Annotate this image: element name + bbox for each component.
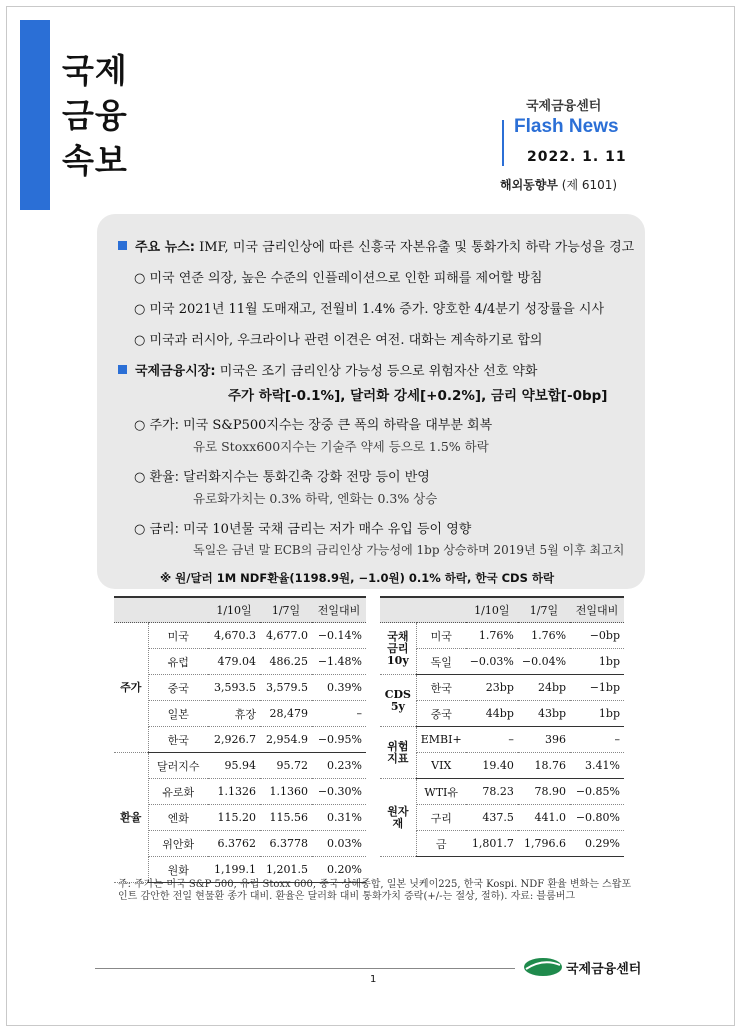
header-dept [500,176,617,193]
stock-text: 미국 S&P500지수는 장중 큰 폭의 하락을 대부분 회복 [183,418,493,433]
table-cell: 1bp [570,701,624,727]
column-header: 1/10일 [466,598,518,623]
fx-sub: 유로화가치는 0.3% 하락, 엔화는 0.3% 상승 [193,491,438,506]
table-cell: 1.1326 [208,779,260,805]
header-blank [416,598,465,623]
kcif-logo-icon [522,956,564,978]
table-cell: −1.48% [312,649,366,675]
table-cell: 1bp [570,649,624,675]
table-cell: 1.76% [518,623,570,649]
row-label: 위안화 [148,831,208,857]
news-heading [118,236,634,255]
table-row [380,831,624,857]
header-flash-news: Flash News [514,116,619,137]
page-number: 1 [370,974,377,985]
news-item-text: 미국과 러시아, 우크라이나 관련 이견은 여전. 대화는 계속하기로 합의 [149,333,543,348]
row-label: 일본 [148,701,208,727]
row-label: 미국 [148,623,208,649]
rate-text: 미국 10년물 국채 금리는 저가 매수 유입 등이 영향 [183,522,472,537]
news-item [134,298,604,317]
header-blank [114,598,148,623]
table-row [114,779,366,805]
table-cell: 3.41% [570,753,624,779]
title-line-2: 금융 [62,96,128,135]
table-cell: −0.80% [570,805,624,831]
row-label: 중국 [148,675,208,701]
row-label: 엔화 [148,805,208,831]
news-item [134,329,542,348]
table-cell: −0.04% [518,649,570,675]
table-row [114,727,366,753]
left-market-table [114,598,366,883]
table-cell: 18.76 [518,753,570,779]
table-cell: – [570,727,624,753]
table-row [380,701,624,727]
row-label: 미국 [416,623,465,649]
table-footnote: 주: 주가는 미국 S&P 500, 유럽 Stoxx 600, 중국 상해종합, 일본 닛케이225, 한국 Kospi. NDF 환율 변화는 스왑포인트 감안한 전일 현물환 종가 대비. 환율은 달러화 대비 통화가치 증락(+/-는 절상, 절하). 자료: 블룸버그 [118,879,632,902]
column-header: 전일대비 [570,598,624,623]
table-cell: 3,579.5 [260,675,312,701]
table-row [380,753,624,779]
table-cell: 19.40 [466,753,518,779]
row-group-label: 환율 [114,753,148,883]
title-line-1: 국제 [62,51,128,90]
table-row [380,779,624,805]
table-cell: 44bp [466,701,518,727]
table-cell: 2,954.9 [260,727,312,753]
table-row [114,623,366,649]
rate-label: 금리: [149,522,179,537]
table-header-row [380,598,624,623]
header-org: 국제금융센터 [526,99,602,114]
circle-bullet-icon: ○ [134,522,146,537]
table-row [380,805,624,831]
table-cell: 1,801.7 [466,831,518,857]
table-cell: 95.94 [208,753,260,779]
table-cell: 0.29% [570,831,624,857]
header-blank [148,598,208,623]
table-row [114,701,366,727]
table-cell: 1,796.6 [518,831,570,857]
row-label: 한국 [148,727,208,753]
table-cell: 0.39% [312,675,366,701]
table-cell: 휴장 [208,701,260,727]
table-cell: −0.03% [466,649,518,675]
square-bullet-icon [118,365,127,374]
circle-bullet-icon: ○ [134,333,146,348]
header-divider [502,120,504,166]
table-cell: – [466,727,518,753]
circle-bullet-icon: ○ [134,302,146,317]
column-header: 1/7일 [518,598,570,623]
table-cell: 3,593.5 [208,675,260,701]
news-item-text: 미국 연준 의장, 높은 수준의 인플레이션으로 인한 피해를 제어할 방침 [149,271,543,286]
news-head-text: IMF, 미국 금리인상에 따른 신흥국 자본유출 및 통화가치 하락 가능성을 경고 [199,240,635,255]
table-cell: 78.90 [518,779,570,805]
table-row [380,623,624,649]
report-title [62,48,128,183]
stock-line [134,414,492,433]
table-row [114,831,366,857]
table-cell: 0.20% [312,857,366,883]
table-cell: 24bp [518,675,570,701]
row-group-label: CDS 5y [380,675,416,727]
row-label: 중국 [416,701,465,727]
table-cell: 1.1360 [260,779,312,805]
row-group-label: 국채 금리 10y [380,623,416,675]
news-head-label: 주요 뉴스: [135,240,195,255]
table-row [380,675,624,701]
table-cell: – [312,701,366,727]
table-cell: 28,479 [260,701,312,727]
table-cell: 0.23% [312,753,366,779]
table-cell: −0.95% [312,727,366,753]
krw-note: ※ 원/달러 1M NDF환율(1198.9원, −1.0원) 0.1% 하락, 한국 CDS 하락 [160,571,555,585]
fx-label: 환율: [149,470,179,485]
table-cell: 23bp [466,675,518,701]
row-label: WTI유 [416,779,465,805]
row-group-label: 위험 지표 [380,727,416,779]
square-bullet-icon [118,241,127,250]
table-cell: 115.56 [260,805,312,831]
row-label: 구리 [416,805,465,831]
issue-number: (제 6101) [561,178,618,192]
stock-label: 주가: [149,418,179,433]
table-row [380,727,624,753]
table-cell: 4,677.0 [260,623,312,649]
title-accent-bar [20,20,50,210]
table-cell: 396 [518,727,570,753]
table-cell: 6.3778 [260,831,312,857]
table-cell: 441.0 [518,805,570,831]
column-header: 1/7일 [260,598,312,623]
table-cell: −0.30% [312,779,366,805]
table-row [114,753,366,779]
table-row [380,649,624,675]
rate-line [134,518,471,537]
footer-rule [95,968,515,969]
stock-sub: 유로 Stoxx600지수는 기술주 약세 등으로 1.5% 하락 [193,439,489,454]
row-label: 유럽 [148,649,208,675]
market-head-text: 미국은 조기 금리인상 가능성 등으로 위험자산 선호 약화 [219,364,538,379]
table-cell: −0.14% [312,623,366,649]
row-label: 유로화 [148,779,208,805]
footer-logo-text: 국제금융센터 [566,962,642,977]
circle-bullet-icon: ○ [134,271,146,286]
table-cell: 78.23 [466,779,518,805]
fx-text: 달러화지수는 통화긴축 강화 전망 등이 반영 [183,470,430,485]
row-label: 원화 [148,857,208,883]
table-cell: −0bp [570,623,624,649]
table-cell: 486.25 [260,649,312,675]
table-row [114,805,366,831]
table-cell: −1bp [570,675,624,701]
market-heading [118,360,537,379]
column-header: 1/10일 [208,598,260,623]
table-cell: 1.76% [466,623,518,649]
table-cell: 2,926.7 [208,727,260,753]
table-cell: 0.03% [312,831,366,857]
row-label: 금 [416,831,465,857]
table-cell: −0.85% [570,779,624,805]
table-cell: 6.3762 [208,831,260,857]
news-item [134,267,542,286]
news-item-text: 미국 2021년 11월 도매재고, 전월비 1.4% 증가. 양호한 4/4분기 성장률을 시사 [149,302,605,317]
circle-bullet-icon: ○ [134,418,146,433]
header-blank [380,598,416,623]
table-cell: 4,670.3 [208,623,260,649]
right-market-table [380,598,624,857]
table-cell: 479.04 [208,649,260,675]
table-cell: 1,199.1 [208,857,260,883]
table-row [114,649,366,675]
title-line-3: 속보 [62,141,128,180]
rate-sub: 독일은 금년 말 ECB의 금리인상 가능성에 1bp 상승하며 2019년 5월 이후 최고치 [193,543,625,557]
row-label: VIX [416,753,465,779]
table-cell: 43bp [518,701,570,727]
table-cell: 1,201.5 [260,857,312,883]
row-label: 독일 [416,649,465,675]
dept-name: 해외동향부 [500,178,558,192]
table-cell: 115.20 [208,805,260,831]
row-label: 달러지수 [148,753,208,779]
table-header-row [114,598,366,623]
market-head-label: 국제금융시장: [135,364,216,379]
market-summary: 주가 하락[-0.1%], 달러화 강세[+0.2%], 금리 약보합[-0bp] [228,388,608,404]
header-date: 2022. 1. 11 [527,149,627,165]
row-group-label: 원자재 [380,779,416,857]
row-label: 한국 [416,675,465,701]
row-group-label: 주가 [114,623,148,753]
table-cell: 437.5 [466,805,518,831]
table-cell: 95.72 [260,753,312,779]
column-header: 전일대비 [312,598,366,623]
circle-bullet-icon: ○ [134,470,146,485]
table-row [114,675,366,701]
fx-line [134,466,430,485]
table-cell: 0.31% [312,805,366,831]
row-label: EMBI+ [416,727,465,753]
